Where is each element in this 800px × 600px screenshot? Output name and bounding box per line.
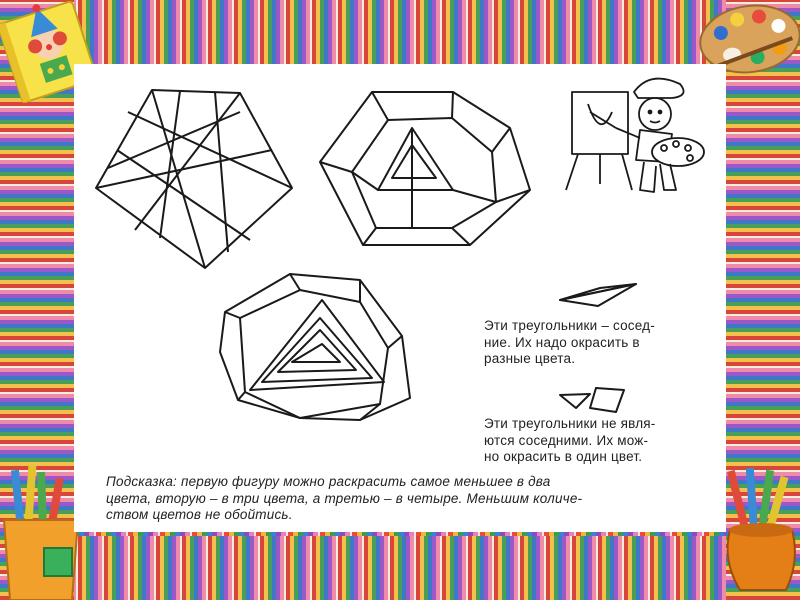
non-adjacent-note-line-1: Эти треугольники не явля- bbox=[484, 416, 656, 431]
non-adjacent-note-line-2: ются соседними. Их мож- bbox=[484, 432, 649, 448]
pencil-frame-top bbox=[0, 0, 800, 64]
adjacent-note-line-1: Эти треугольники – сосед- bbox=[484, 318, 655, 333]
adjacent-note-line-2: ние. Их надо окрасить в bbox=[484, 334, 640, 350]
hint-line-2: цвета, вторую – в три цвета, а третью – в четыре. Меньшим количе- bbox=[106, 490, 583, 506]
non-adjacent-note bbox=[484, 416, 714, 466]
pencil-frame-right bbox=[726, 0, 800, 600]
non-adjacent-note-line-3: но окрасить в один цвет. bbox=[484, 449, 643, 464]
pencil-frame-bottom bbox=[0, 536, 800, 600]
hint-line-3: ством цветов не обойтись. bbox=[106, 507, 293, 522]
hint-line-1: Подсказка: первую фигуру можно раскрасить самое меньшее в два bbox=[106, 474, 551, 489]
adjacent-note bbox=[484, 318, 714, 368]
hint-paragraph bbox=[106, 474, 716, 524]
adjacent-note-line-3: разные цвета. bbox=[484, 351, 576, 366]
pencil-frame-left bbox=[0, 0, 74, 600]
